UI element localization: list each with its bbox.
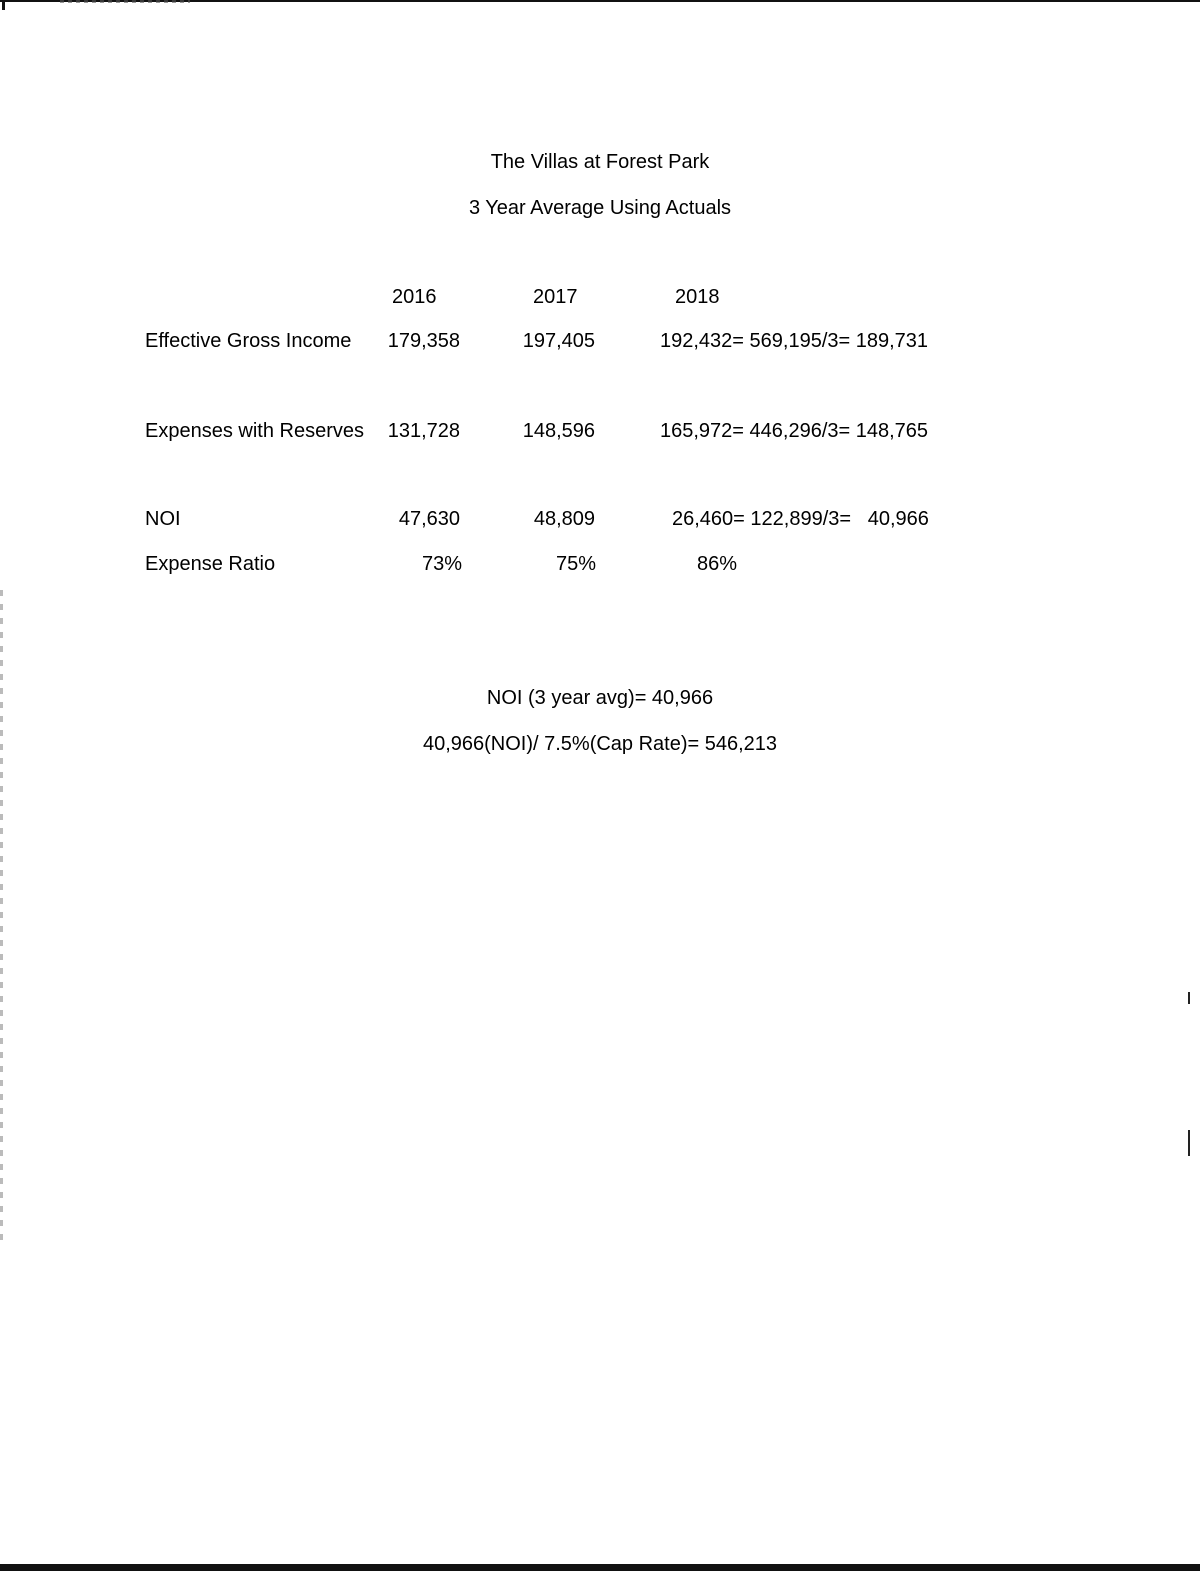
scan-edge-bottom [0, 1564, 1200, 1571]
column-header-2018: 2018 [675, 286, 720, 308]
noi-2018-average: 26,460= 122,899/3= 40,966 [672, 508, 929, 530]
noi-2017: 48,809 [533, 508, 595, 530]
scan-edge-mark [2, 0, 5, 10]
expenses-2017: 148,596 [522, 420, 595, 442]
expenses-2018-average: 165,972= 446,296/3= 148,765 [660, 420, 929, 442]
cap-rate-valuation: 40,966(NOI)/ 7.5%(Cap Rate)= 546,213 [422, 733, 778, 755]
expense-ratio-2018: 86% [697, 553, 738, 575]
scan-mark [1188, 1130, 1190, 1156]
row-label-expense-ratio: Expense Ratio [145, 553, 276, 575]
noi-2016: 47,630 [398, 508, 460, 530]
noi-average-summary: NOI (3 year avg)= 40,966 [486, 687, 714, 709]
document-title: The Villas at Forest Park [490, 151, 710, 173]
document-subtitle: 3 Year Average Using Actuals [468, 197, 732, 219]
column-header-2017: 2017 [533, 286, 578, 308]
scan-edge-smudge [60, 0, 190, 3]
expenses-2016: 131,728 [387, 420, 460, 442]
egi-2017: 197,405 [522, 330, 595, 352]
egi-2016: 179,358 [387, 330, 460, 352]
expense-ratio-2017: 75% [555, 553, 596, 575]
row-label-noi: NOI [145, 508, 181, 530]
row-label-expenses-with-reserves: Expenses with Reserves [145, 420, 364, 442]
expense-ratio-2016: 73% [421, 553, 462, 575]
egi-2018-average: 192,432= 569,195/3= 189,731 [660, 330, 929, 352]
column-header-2016: 2016 [392, 286, 437, 308]
scan-mark [1188, 992, 1190, 1004]
row-label-effective-gross-income: Effective Gross Income [145, 330, 352, 352]
